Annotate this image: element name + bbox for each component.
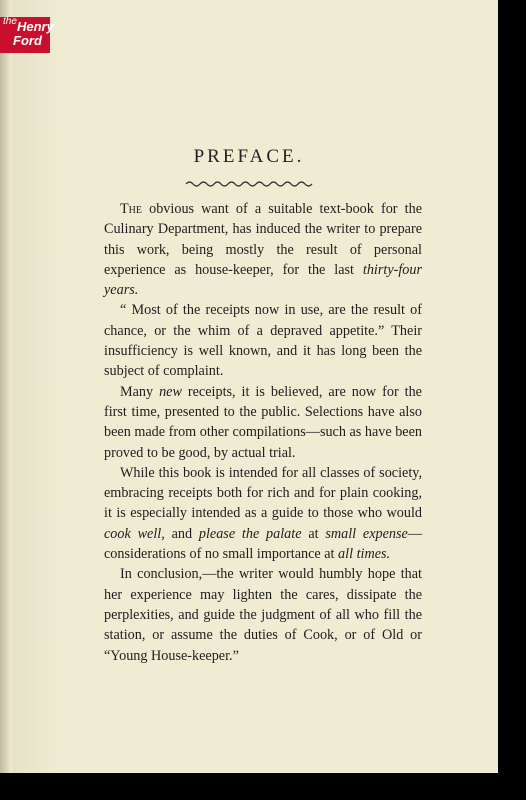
text-segment: thirty-four years. <box>104 261 422 299</box>
logo-ford: Ford <box>13 33 42 48</box>
page-title: PREFACE. <box>193 146 305 167</box>
text-segment: all times. <box>338 546 391 563</box>
henry-ford-logo <box>0 16 54 53</box>
preface-paragraph <box>104 382 422 463</box>
preface-paragraph <box>104 300 422 381</box>
preface-paragraph <box>104 463 422 564</box>
text-segment: please the palate <box>198 525 302 542</box>
text-segment: While this book is intended for all classes of society, embracing receipts both for rich and for plain cooking, it is especially intended as a guide to those who would <box>104 464 422 522</box>
text-segment: —considerations of no small importance at <box>104 525 422 563</box>
text-segment: and <box>164 525 199 542</box>
text-segment: cook well, <box>104 525 165 542</box>
text-segment: new <box>159 383 182 400</box>
text-segment: “ Most of the receipts now in use, are the result of chance, or the whim of a depraved appetite.” Their insufficiency is well known, and it has long been the subject of complaint. <box>104 302 422 380</box>
preface-paragraph <box>104 199 422 300</box>
text-segment: receipts, it is believed, are now for the first time, presented to the public. Selections have also been made from other compilations—such as have been proved to be good, by actual trial. <box>104 383 422 461</box>
logo-the: the <box>3 16 17 27</box>
page-gutter <box>0 0 12 773</box>
text-segment: The <box>120 201 142 217</box>
text-segment: obvious want of a suitable text-book for the Culinary Department, has induced the writer to prepare this work, being mostly the result of personal experience as house-keeper, for the last <box>104 201 422 278</box>
text-segment: In conclusion,—the writer would humbly hope that her experience may lighten the cares, dissipate the perplexities, and guide the judgment of all who fill the station, or assume the duties of Cook, or of Old or “Young House-keeper.” <box>104 566 422 664</box>
wavy-rule-ornament <box>184 179 314 189</box>
text-segment: at <box>301 525 326 542</box>
logo-henry: Henry <box>17 19 54 34</box>
preface-paragraph <box>104 564 422 665</box>
text-segment: Many <box>120 383 160 400</box>
text-segment: small expense <box>325 525 408 542</box>
preface-body <box>104 199 422 666</box>
